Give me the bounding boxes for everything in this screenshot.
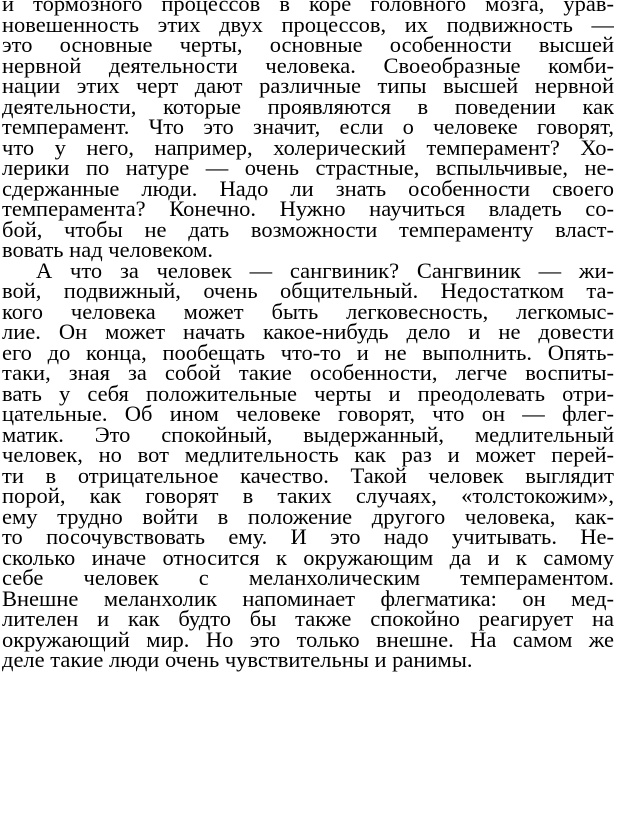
paragraph-sanguine-phlegmatic-melancholic (2, 259, 614, 673)
text-line: вовать над человеком. (2, 238, 214, 262)
text-line: это основные черты, основные особенности высшей (2, 33, 614, 57)
text-line: новешенность этих двух процессов, их подвижность — (2, 12, 614, 37)
text-line: вать у себя положительные черты и преодолевать отри- (2, 381, 614, 406)
text-line: лерики по натуре — очень страстные, вспыльчивые, не- (2, 156, 614, 180)
text-line: нервной деятельности человека. Своеобразные комби- (2, 53, 614, 78)
text-line: ти в отрицательное качество. Такой человек выглядит (2, 463, 614, 488)
text-line: деятельности, которые проявляются в поведении как (2, 94, 614, 119)
text-line: порой, как говорят в таких случаях, «толстокожим», (2, 484, 614, 508)
text-line: сколько иначе относится к окружающим да и к самому (2, 545, 614, 570)
text-line: бой, чтобы не дать возможности темпераменту власт- (2, 217, 614, 242)
text-line: темперамент. Что это значит, если о человеке говорят, (2, 115, 614, 139)
text-line: лителен и как будто бы также спокойно реагирует на (2, 607, 614, 631)
text-line: ему трудно войти в положение другого человека, как- (2, 504, 614, 529)
text-line: нации этих черт дают различные типы высшей нервной (2, 74, 614, 98)
text-line: и тормозного процессов в коре головного мозга, урав- (2, 0, 614, 16)
text-line: таки, зная за собой такие особенности, легче воспиты- (2, 361, 614, 385)
text-line: то посочувствовать ему. И это надо учитывать. Не- (2, 525, 614, 549)
text-line: окружающий мир. Но это только внешне. На самом же (2, 627, 614, 652)
text-line: его до конца, пообещать что-то и не выполнить. Опять- (2, 340, 614, 365)
text-line: сдержанные люди. Надо ли знать особенности своего (2, 176, 614, 201)
text-line: лие. Он может начать какое-нибудь дело и не довести (2, 320, 614, 344)
text-line: вой, подвижный, очень общительный. Недостатком та- (2, 279, 614, 303)
text-line: деле такие люди очень чувствительны и ранимы. (2, 648, 473, 672)
text-line: человек, но вот медлительность как раз и может перей- (2, 443, 614, 467)
text-line: темперамента? Конечно. Нужно научиться владеть со- (2, 197, 614, 221)
text-line: А что за человек — сангвиник? Сангвиник — жи- (36, 258, 614, 283)
text-line: матик. Это спокойный, выдержанный, медлительный (2, 422, 614, 447)
text-line: что у него, например, холерический темперамент? Хо- (2, 135, 614, 160)
text-line: цательные. Об ином человеке говорят, что он — флег- (2, 402, 614, 426)
text-line: кого человека может быть легковесность, легкомыс- (2, 299, 614, 324)
paragraph-temperament-intro (2, 0, 614, 263)
text-line: Внешне меланхолик напоминает флегматика: он мед- (2, 586, 614, 611)
text-line: себе человек с меланхолическим темпераментом. (2, 566, 614, 590)
